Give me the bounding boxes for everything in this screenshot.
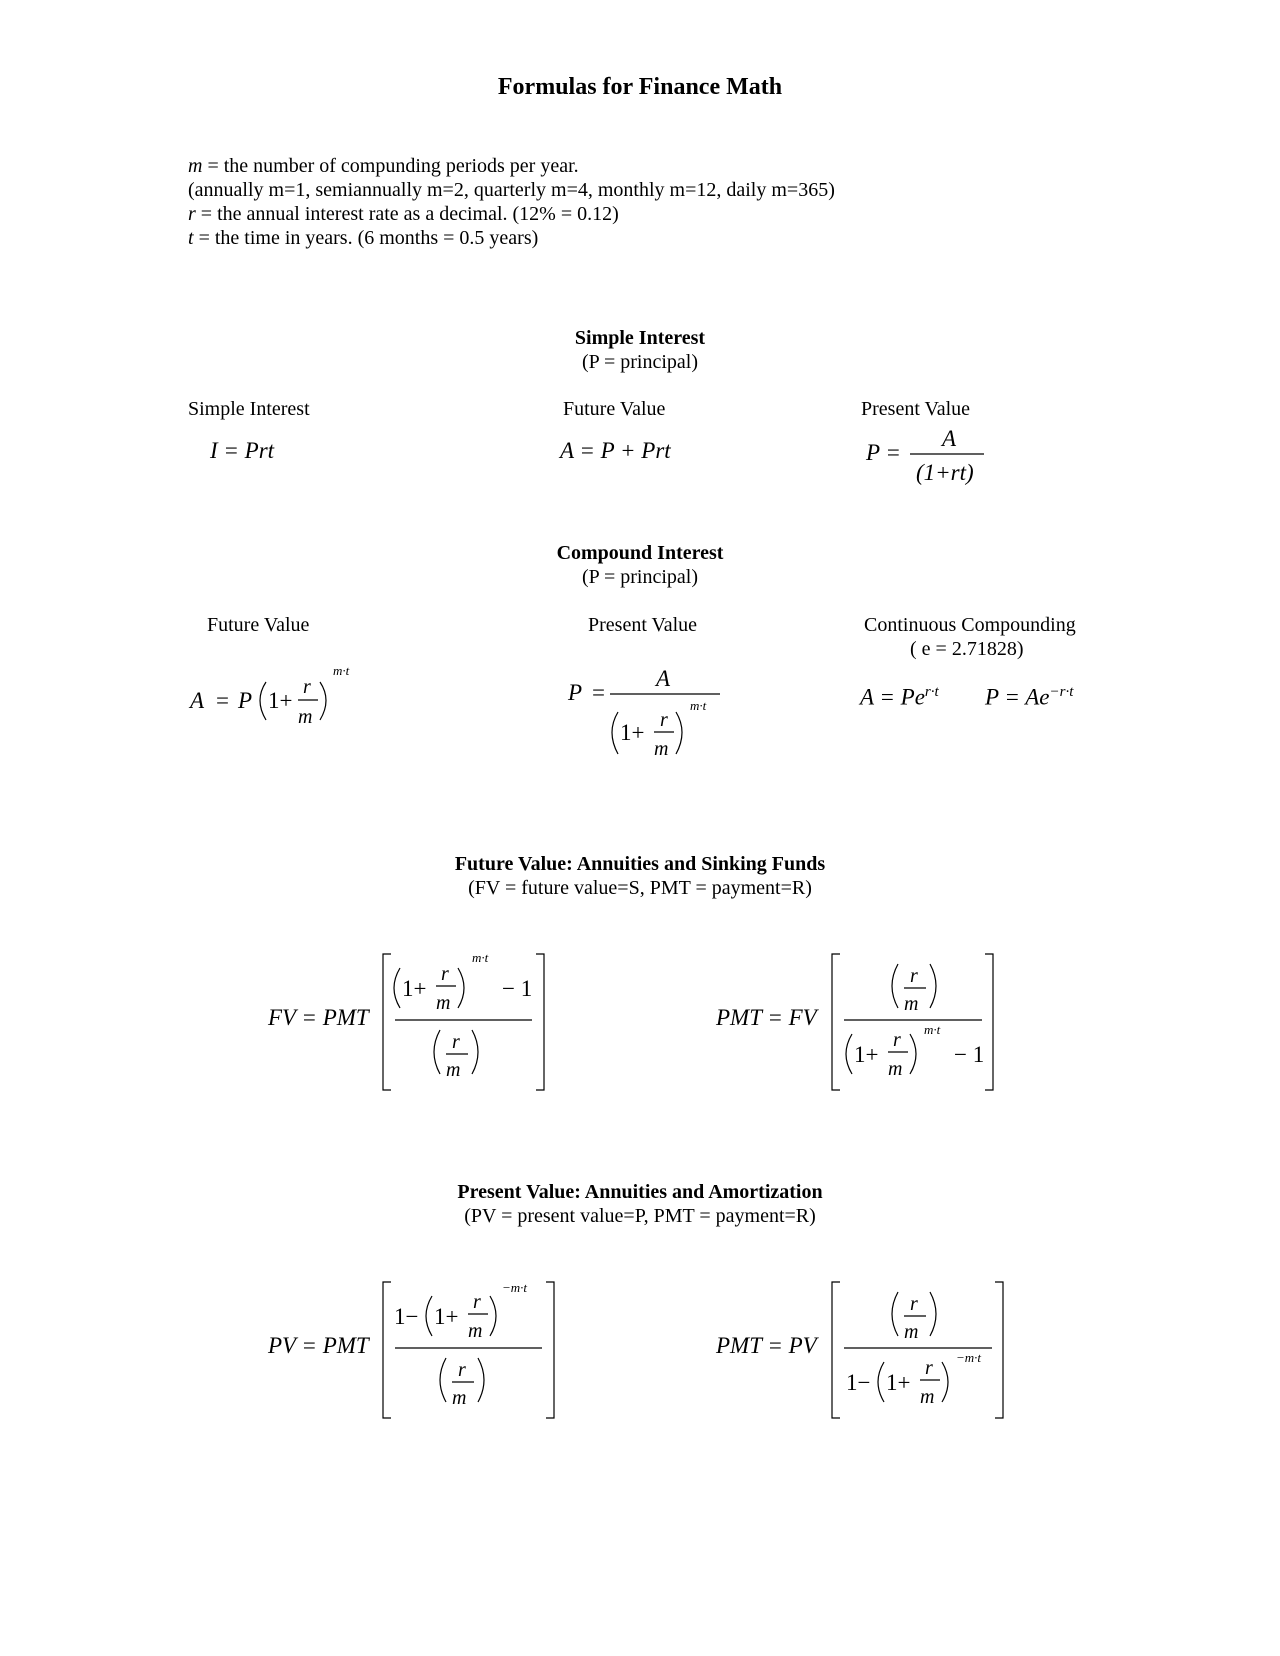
fv-annuity-left-bracket (383, 954, 391, 1090)
compound-interest-note: (P = principal) (581, 566, 699, 588)
page-title: Formulas for Finance Math (497, 74, 783, 100)
fv-annuity-lhs: FV = PMT (268, 1005, 369, 1030)
cpv-A: A (656, 666, 671, 691)
pmt-amort-den-r: r (925, 1357, 933, 1379)
pmt-sinking-right-bracket (985, 954, 993, 1090)
pv-annuity-one-minus: 1− (394, 1304, 419, 1329)
cfv-right-paren (320, 682, 326, 720)
definition-m (188, 154, 579, 178)
pv-annuity-num-m: m (468, 1320, 483, 1342)
pmt-amort-one-minus: 1− (846, 1370, 871, 1395)
fv-annuity-num-right-paren (458, 968, 464, 1008)
definition-t-text: = the time in years. (6 months = 0.5 years) (193, 227, 539, 249)
pv-annuity-num-left-paren (426, 1296, 432, 1336)
cpv-P: P (568, 680, 583, 705)
cfv-exponent: m·t (333, 663, 350, 678)
formula-pmt-amortization (708, 1278, 1018, 1423)
fv-annuity-den-right-paren (472, 1030, 478, 1074)
cpv-exponent: m·t (690, 698, 707, 713)
label-continuous-compounding: Continuous Compounding (864, 614, 1076, 636)
cfv-A: A (190, 688, 205, 713)
simple-interest-heading: Simple Interest (574, 327, 706, 349)
pmt-amort-den-right-paren (942, 1362, 948, 1402)
fv-annuity-num-r: r (441, 963, 449, 985)
pmt-sinking-num-left-paren (892, 964, 898, 1008)
pv-annuity-den-left-paren (440, 1358, 446, 1402)
annuity-future-heading: Future Value: Annuities and Sinking Funds (454, 853, 826, 875)
cfv-eq: = (216, 688, 229, 713)
cfv-left-paren (260, 682, 266, 720)
formula-continuous-present (985, 684, 1073, 711)
pmt-sinking-num-m: m (904, 993, 919, 1015)
label-simple-interest: Simple Interest (188, 398, 310, 420)
definition-t (188, 226, 538, 250)
pv-annuity-lhs: PV = PMT (268, 1333, 369, 1358)
pmt-sinking-exponent: m·t (924, 1022, 941, 1037)
pv-annuity-left-bracket (383, 1282, 391, 1418)
annuity-present-header (0, 1180, 1280, 1228)
label-compound-future-value: Future Value (207, 614, 310, 636)
pv-annuity-num-r: r (473, 1291, 481, 1313)
formula-pmt-sinking-fund (708, 950, 1008, 1095)
pmt-sinking-left-bracket (832, 954, 840, 1090)
formula-pv-annuity (260, 1278, 570, 1423)
pmt-amort-num-left-paren (892, 1292, 898, 1336)
cpv-eq: = (592, 680, 605, 705)
formula-fv-annuity (260, 950, 560, 1095)
label-simple-present-value: Present Value (861, 398, 971, 420)
label-compound-present-value: Present Value (588, 614, 698, 636)
cpv-left-paren (612, 712, 618, 754)
pmt-sinking-den-r: r (893, 1029, 901, 1051)
fv-annuity-den-left-paren (434, 1030, 440, 1074)
fv-annuity-right-bracket (536, 954, 544, 1090)
continuous-future-base: A = Pe (860, 684, 925, 710)
pmt-amort-den-m: m (920, 1386, 935, 1408)
fv-annuity-den-r: r (452, 1031, 460, 1053)
continuous-future-exponent: r·t (924, 684, 939, 700)
compound-interest-header (0, 541, 1280, 589)
pmt-sinking-den-right-paren (910, 1034, 916, 1074)
spv-denominator: (1+rt) (916, 460, 974, 485)
definition-t-symbol: t (188, 227, 194, 249)
cpv-right-paren (676, 712, 682, 754)
annuity-future-header (0, 852, 1280, 900)
formula-simple-future-value: A = P + Prt (560, 438, 671, 463)
fv-annuity-den-m: m (446, 1059, 461, 1081)
pmt-amort-one-plus: 1+ (886, 1370, 911, 1395)
pmt-amort-right-bracket (995, 1282, 1003, 1418)
pv-annuity-num-right-paren (490, 1296, 496, 1336)
pv-annuity-right-bracket (546, 1282, 554, 1418)
spv-numerator: A (942, 426, 957, 451)
cpv-m: m (654, 738, 669, 760)
pv-annuity-den-right-paren (478, 1358, 484, 1402)
simple-interest-header (0, 326, 1280, 374)
fv-annuity-one-plus: 1+ (402, 976, 427, 1001)
fv-annuity-num-m: m (436, 992, 451, 1014)
fv-annuity-num-left-paren (394, 968, 400, 1008)
e-constant-note: ( e = 2.71828) (910, 638, 1024, 660)
pmt-sinking-den-left-paren (846, 1034, 852, 1074)
cfv-P: P (238, 688, 253, 713)
spv-lhs: P = (866, 440, 901, 465)
pmt-sinking-num-r: r (910, 965, 918, 987)
formula-continuous-future (860, 684, 939, 711)
annuity-future-note: (FV = future value=S, PMT = payment=R) (468, 877, 812, 899)
pmt-sinking-one-plus: 1+ (854, 1042, 879, 1067)
compound-interest-heading: Compound Interest (556, 542, 724, 564)
definition-frequencies: (annually m=1, semiannually m=2, quarterly m=4, monthly m=12, daily m=365) (188, 179, 835, 201)
cpv-r: r (660, 709, 668, 731)
definition-r (188, 202, 619, 226)
pmt-amort-num-r: r (910, 1293, 918, 1315)
fv-annuity-minus-one: − 1 (502, 976, 533, 1001)
cfv-r: r (303, 676, 311, 698)
pmt-amort-den-left-paren (878, 1362, 884, 1402)
pmt-amort-num-right-paren (930, 1292, 936, 1336)
label-simple-future-value: Future Value (563, 398, 666, 420)
cfv-m: m (298, 706, 313, 728)
cpv-one-plus: 1+ (620, 720, 645, 745)
pmt-sinking-num-right-paren (930, 964, 936, 1008)
formula-compound-future-value (188, 660, 368, 740)
continuous-present-exponent: −r·t (1049, 684, 1074, 700)
annuity-present-heading: Present Value: Annuities and Amortization (457, 1181, 823, 1203)
definition-r-text: = the annual interest rate as a decimal. (12% = 0.12) (195, 203, 619, 225)
formula-simple-present-value (860, 420, 1000, 490)
annuity-present-note: (PV = present value=P, PMT = payment=R) (464, 1205, 816, 1227)
pmt-amort-lhs: PMT = PV (716, 1333, 817, 1358)
pv-annuity-den-m: m (452, 1387, 467, 1409)
formula-compound-present-value (560, 660, 730, 770)
pmt-amort-left-bracket (832, 1282, 840, 1418)
pmt-sinking-den-m: m (888, 1058, 903, 1080)
formula-simple-interest: I = Prt (210, 438, 275, 463)
fv-annuity-exponent: m·t (472, 950, 489, 965)
definition-r-symbol: r (188, 203, 196, 225)
pmt-amort-exponent: −m·t (956, 1350, 982, 1365)
definition-m-text: = the number of compunding periods per year. (202, 155, 579, 177)
pv-annuity-one-plus: 1+ (434, 1304, 459, 1329)
pv-annuity-exponent: −m·t (502, 1280, 528, 1295)
cfv-one-plus: 1+ (268, 688, 293, 713)
pv-annuity-den-r: r (458, 1359, 466, 1381)
continuous-present-base: P = Ae (985, 684, 1050, 710)
pmt-sinking-minus-one: − 1 (954, 1042, 985, 1067)
simple-interest-note: (P = principal) (581, 351, 699, 373)
pmt-amort-num-m: m (904, 1321, 919, 1343)
definition-m-symbol: m (188, 155, 203, 177)
pmt-sinking-lhs: PMT = FV (716, 1005, 817, 1030)
